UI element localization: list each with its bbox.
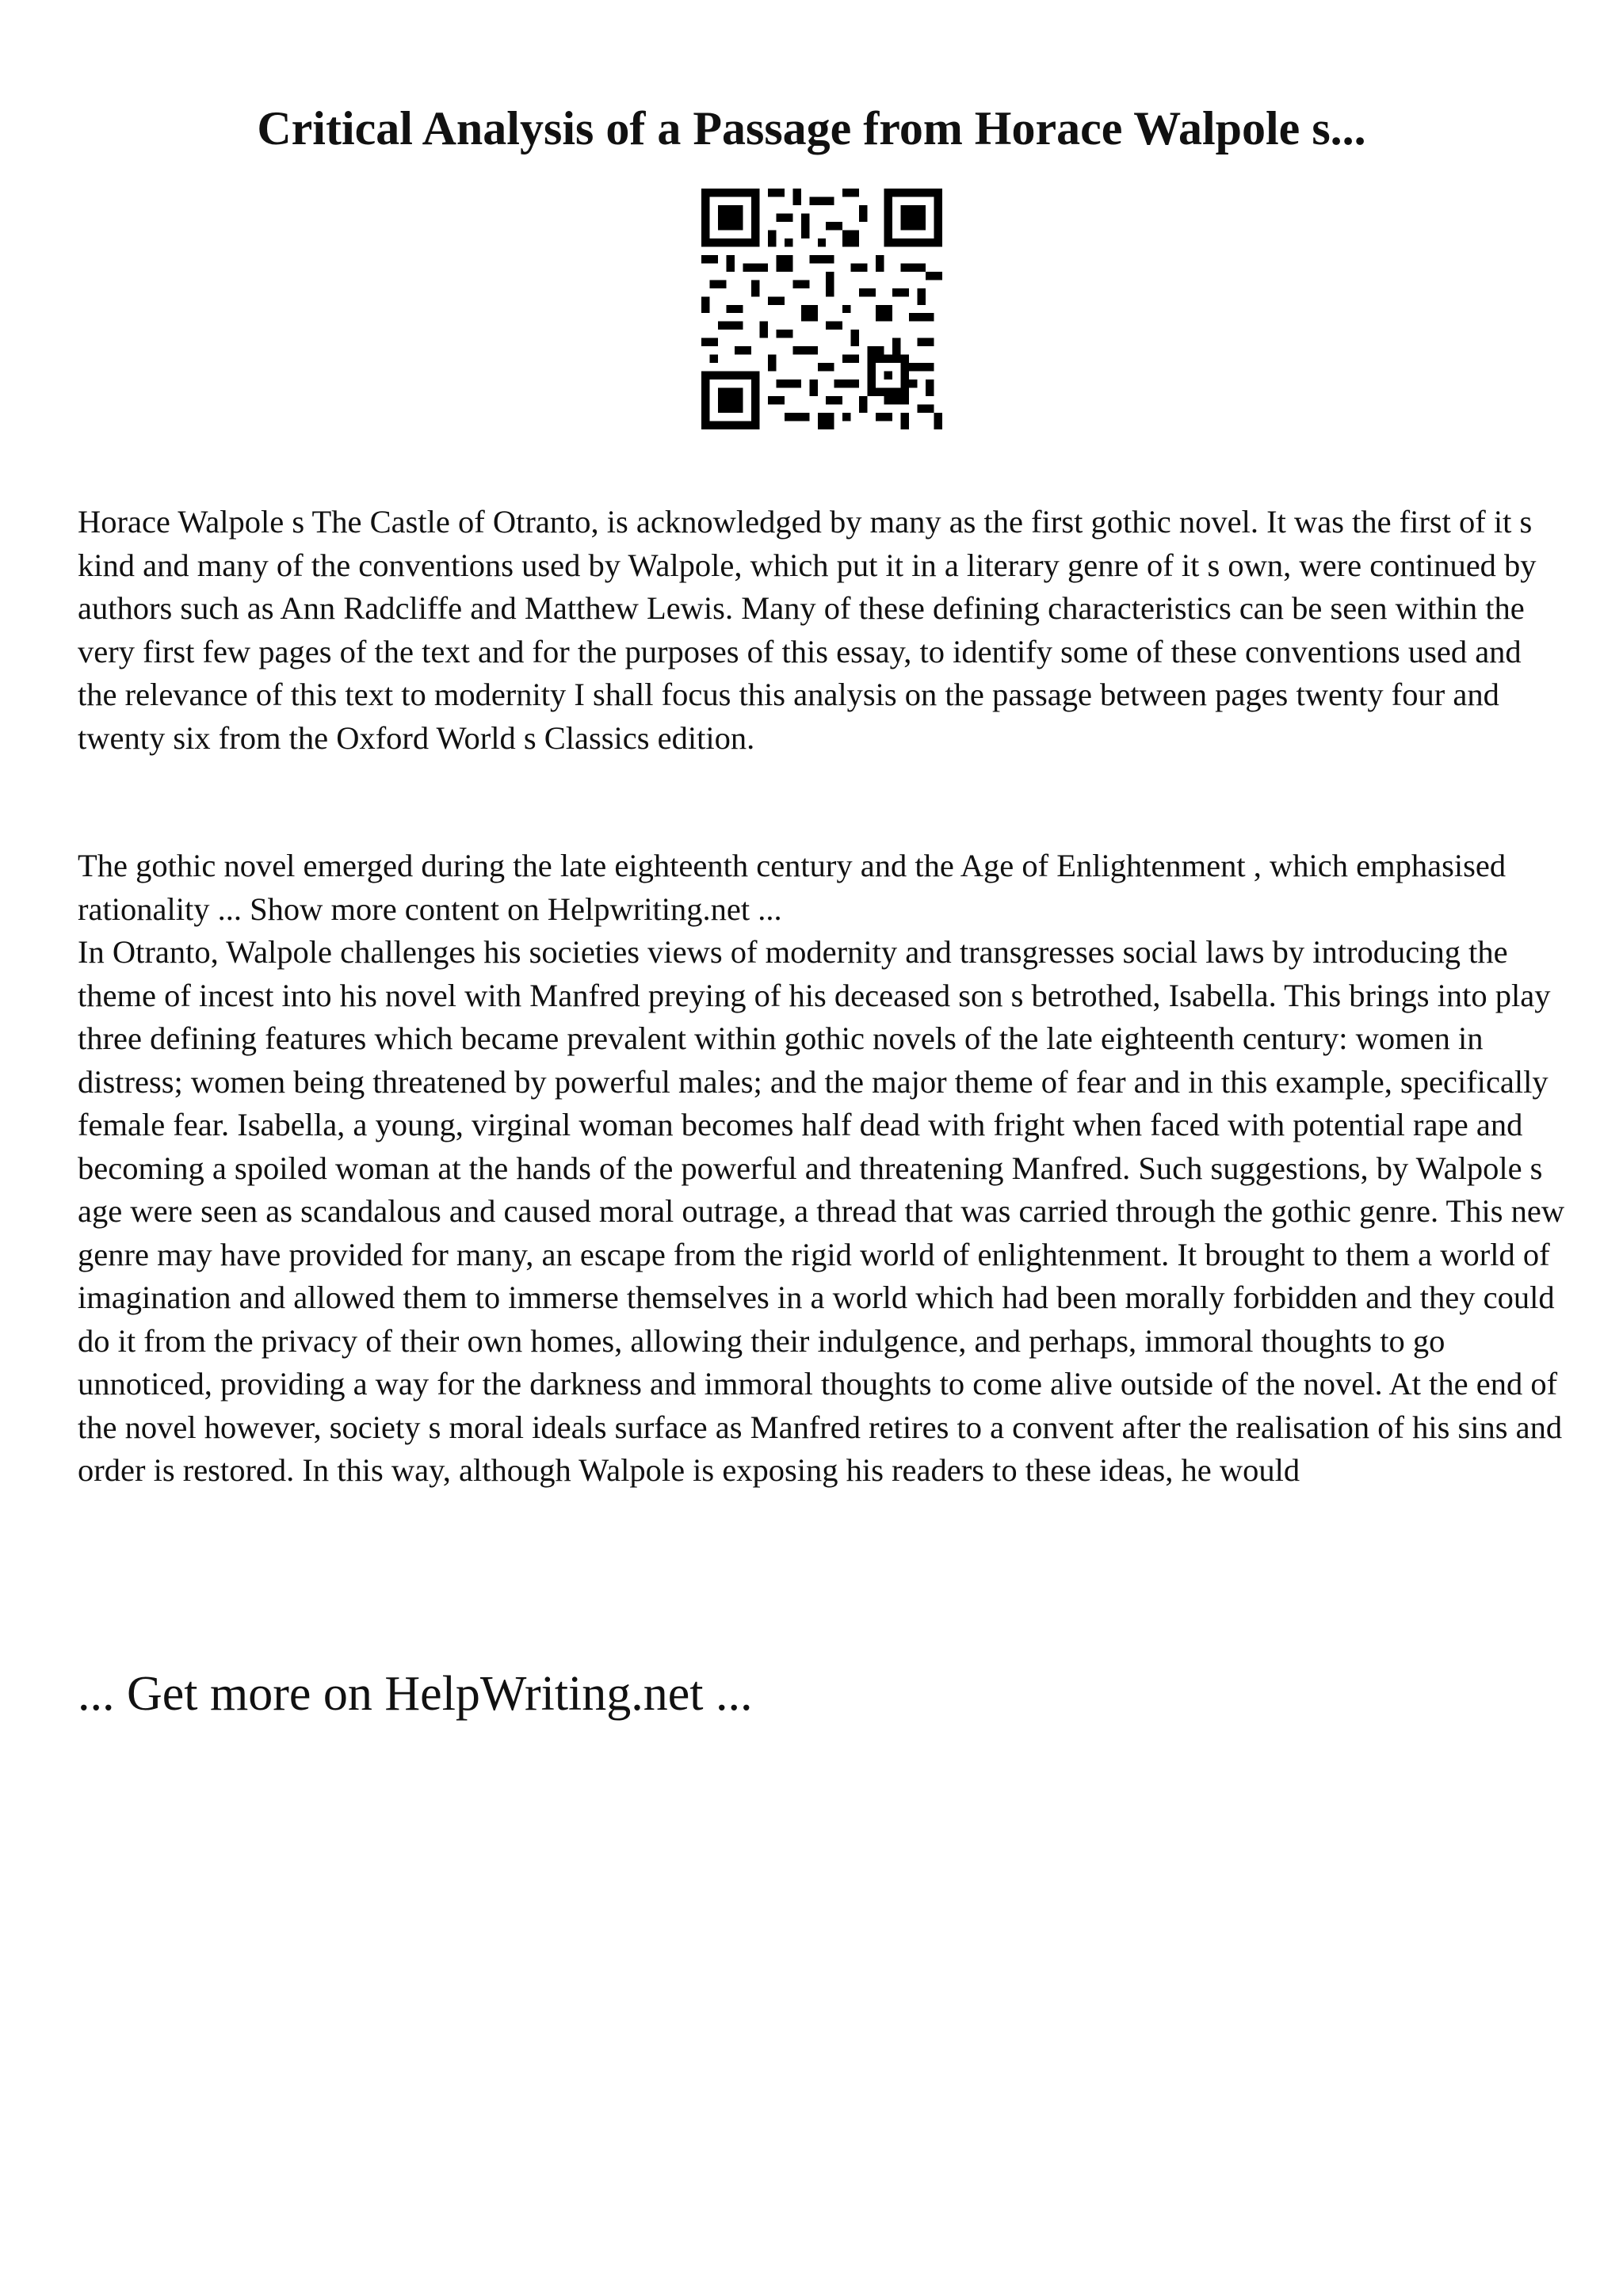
paragraph-intro: Horace Walpole s The Castle of Otranto, is acknowledged by many as the first gothic novel. It was the first of it s kind and many of the conventions used by Walpole, which put it in a literary genre of it s own, were continued by authors such as Ann Radcliffe and Matthew Lewis. Many of these defining characteristics can be seen within the very first few pages of the text and for the purposes of this essay, to identify some of these conventions used and the relevance of this text to modernity I shall focus this analysis on the passage between pages twenty four and twenty six from the Oxford World s Classics edition.	[78, 504, 1537, 756]
get-more-link[interactable]: ... Get more on HelpWriting.net ...	[78, 1667, 753, 1721]
document-title: Critical Analysis of a Passage from Horace Walpole s...	[257, 102, 1366, 154]
paragraph-context: The gothic novel emerged during the late eighteenth century and the Age of Enlightenment , which emphasised rationality ... Show more content on Helpwriting.net ...	[78, 848, 1507, 927]
paragraph-analysis: In Otranto, Walpole challenges his societies views of modernity and transgresses social laws by introducing the theme of incest into his novel with Manfred preying of his deceased son s betrothed, Isabella. This brings into play three defining features which became prevalent within gothic novels of the late eighteenth century: women in distress; women being threatened by powerful males; and the major theme of fear and in this example, specifically female fear. Isabella, a young, virginal woman becomes half dead with fright when faced with potential rape and becoming a spoiled woman at the hands of the powerful and threatening Manfred. Such suggestions, by Walpole s age were seen as scandalous and caused moral outrage, a thread that was carried through the gothic genre. This new genre may have provided for many, an escape from the rigid world of enlightenment. It brought to them a world of imagination and allowed them to immerse themselves in a world which had been morally forbidden and they could do it from the privacy of their own homes, allowing their indulgence, and perhaps, immoral thoughts to go unnoticed, providing a way for the darkness and immoral thoughts to come alive outside of the novel. At the end of the novel however, society s moral ideals surface as Manfred retires to a convent after the realisation of his sins and order is restored. In this way, although Walpole is exposing his readers to these ideas, he would	[78, 934, 1565, 1488]
qr-code-icon[interactable]	[701, 189, 942, 429]
